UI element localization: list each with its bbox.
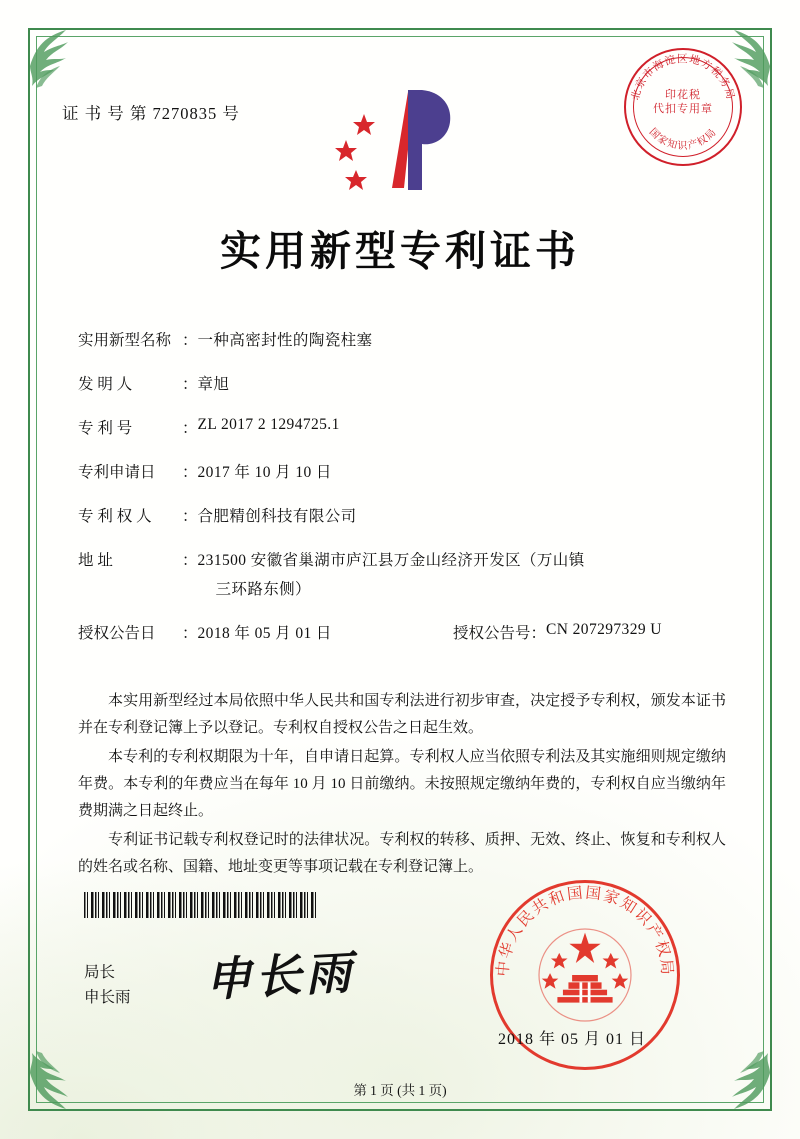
corner-ornament-icon (26, 26, 96, 96)
signature-role: 局长 (84, 964, 116, 981)
svg-text:中华人民共和国国家知识产权局: 中华人民共和国国家知识产权局 (494, 884, 676, 978)
paragraph-3: 专利证书记载专利权登记时的法律状况。专利权的转移、质押、无效、终止、恢复和专利权人的姓名或名称、国籍、地址变更等事项记载在专利登记簿上。 (78, 832, 726, 875)
seal-line-1: 印花税 (665, 89, 701, 101)
paragraph-2: 本专利的专利权期限为十年，自申请日起算。专利权人应当依照专利法及其实施细则规定缴纳年费。本专利的年费应当在每年 10 月 10 日前缴纳。未按照规定缴纳年费的，专利权自应当缴纳年费期满之日起终止。 (78, 749, 726, 819)
certificate-number: 证 书 号 第 7270835 号 (62, 104, 240, 123)
field-value (198, 548, 726, 599)
address-line-2: 三环路东侧） (215, 581, 311, 598)
field-colon: ： (182, 625, 198, 642)
page-footer: 第 1 页 (共 1 页) (353, 1083, 447, 1098)
field-label: 发 明 人 (78, 376, 133, 393)
grant-number-group (453, 621, 662, 643)
field-row-patent-number (78, 416, 726, 438)
field-colon: ： (182, 332, 198, 349)
field-label: 授权公告号 (453, 625, 531, 642)
field-colon: ： (182, 508, 198, 525)
field-colon: ： (182, 464, 198, 481)
field-value: 合肥精创科技有限公司 (197, 508, 357, 525)
field-value: ZL 2017 2 1294725.1 (197, 416, 340, 433)
field-label: 地 址 (78, 552, 113, 569)
seal-date: 2018 年 05 月 01 日 (498, 1031, 647, 1048)
field-row-address (78, 548, 726, 599)
handwritten-signature: 申长雨 (203, 945, 357, 1007)
sipo-logo-icon (330, 78, 460, 198)
field-label: 专 利 权 人 (78, 508, 152, 525)
field-label: 授权公告日 (78, 625, 156, 642)
field-colon: ： (182, 420, 198, 437)
field-value: CN 207297329 U (546, 621, 662, 638)
field-value: 章旭 (197, 376, 230, 393)
paragraph-1: 本实用新型经过本局依照中华人民共和国专利法进行初步审查，决定授予专利权，颁发本证书并在专利登记簿上予以登记。专利权自授权公告之日起生效。 (78, 693, 726, 736)
field-colon: ： (182, 552, 198, 569)
field-row-grant (78, 621, 726, 643)
field-value: 2018 年 05 月 01 日 (197, 625, 332, 642)
field-list (78, 328, 726, 649)
field-label: 专利申请日 (78, 464, 156, 481)
body-text (78, 688, 726, 883)
corner-ornament-icon (26, 1043, 96, 1113)
field-colon: ： (530, 625, 547, 642)
signature-name: 申长雨 (84, 989, 131, 1006)
field-colon: ： (182, 376, 198, 393)
field-row-patentee (78, 504, 726, 526)
corner-ornament-icon (704, 1043, 774, 1113)
field-value: 2017 年 10 月 10 日 (197, 464, 332, 481)
field-row-application-date (78, 460, 726, 482)
signature-block (84, 960, 131, 1010)
svg-text:国家知识产权局: 国家知识产权局 (646, 126, 720, 152)
seal-line-2: 代扣专用章 (653, 103, 713, 115)
page-title: 实用新型专利证书 (220, 228, 580, 274)
field-row-inventor (78, 372, 726, 394)
field-label: 实用新型名称 (78, 332, 172, 349)
field-label: 专 利 号 (78, 420, 133, 437)
svg-text:北京市海淀区地方税务局: 北京市海淀区地方税务局 (630, 54, 736, 102)
field-value: 一种高密封性的陶瓷柱塞 (197, 332, 373, 349)
barcode (84, 892, 316, 918)
national-emblem-icon (539, 929, 631, 1021)
address-line-1: 231500 安徽省巢湖市庐江县万金山经济开发区（万山镇 (197, 552, 585, 569)
grant-date-group (78, 621, 453, 643)
tax-stamp-seal (624, 48, 742, 166)
field-row-name (78, 328, 726, 350)
